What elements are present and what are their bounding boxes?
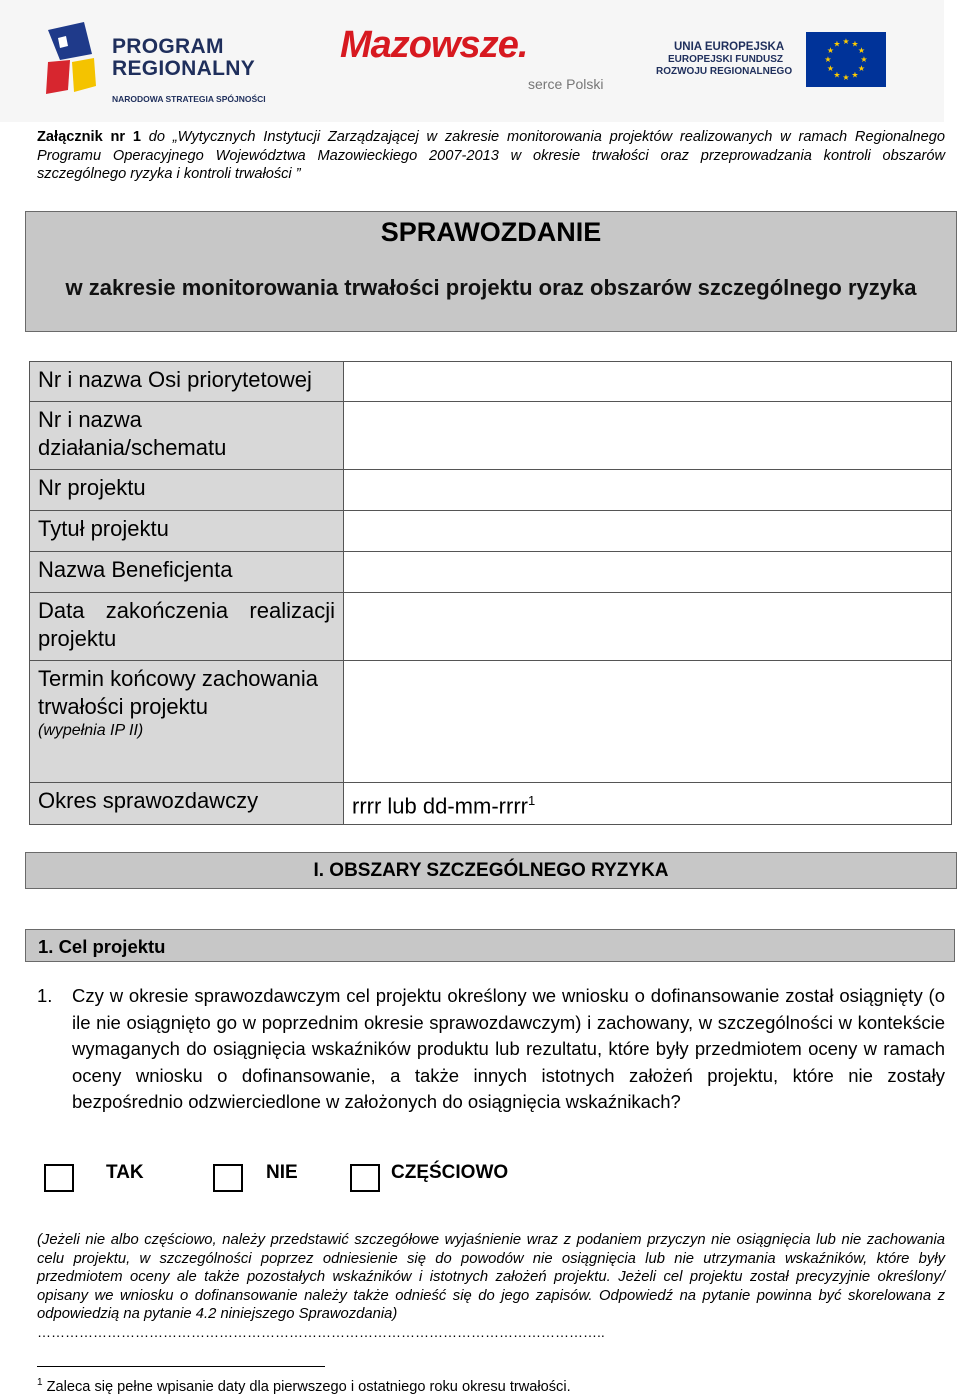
row-label-completion-date: Data zakończenia realizacji projektu xyxy=(30,593,344,661)
nie-checkbox[interactable] xyxy=(213,1164,243,1192)
row-value-beneficiary[interactable] xyxy=(344,552,952,593)
row-label-axis: Nr i nazwa Osi priorytetowej xyxy=(30,362,344,402)
program-sub-label: NARODOWA STRATEGIA SPÓJNOŚCI xyxy=(112,94,266,104)
program-regionalny-mark-icon xyxy=(44,20,98,100)
svg-text:★: ★ xyxy=(824,55,832,64)
footnote-ref: 1 xyxy=(527,793,536,808)
report-title: SPRAWOZDANIE xyxy=(380,217,602,247)
footnote-separator xyxy=(37,1366,325,1367)
footnote-number: 1 xyxy=(37,1377,43,1388)
tak-checkbox[interactable] xyxy=(44,1164,74,1192)
report-title-box xyxy=(25,211,957,332)
durability-deadline-label: Termin końcowy zachowania trwałości projektu xyxy=(38,666,319,719)
svg-text:★: ★ xyxy=(826,64,835,73)
durability-deadline-note: (wypełnia IP II) xyxy=(38,722,144,739)
mazowsze-wordmark: Mazowsze. xyxy=(340,24,528,66)
table-row xyxy=(30,511,952,552)
eu-line2: EUROPEJSKI FUNDUSZ xyxy=(668,54,784,65)
attachment-note-text: do „Wytycznych Instytucji Zarządzającej w zakresie monitorowania projektów realizowanych w ramach Regionalnego Programu Operacyjnego Województwa Mazowieckiego 2007-2013 w okresie trwałości oraz przeprowadzania kontroli obszarów szczególnego ryzyka i kontroli trwałości ” xyxy=(37,129,946,182)
eu-logo xyxy=(654,32,894,92)
row-value-durability-deadline[interactable] xyxy=(344,661,952,783)
table-row xyxy=(30,552,952,593)
eu-flag-icon xyxy=(806,32,886,87)
svg-text:★: ★ xyxy=(842,37,850,46)
row-label-project-title: Tytuł projektu xyxy=(30,511,344,552)
project-info-table xyxy=(29,361,952,825)
table-row xyxy=(30,661,952,783)
svg-text:★: ★ xyxy=(842,73,850,82)
row-value-project-title[interactable] xyxy=(344,511,952,552)
footnote-text: Zaleca się pełne wpisanie daty dla pierwszego i ostatniego roku okresu trwałości. xyxy=(42,1378,571,1395)
row-value-axis[interactable] xyxy=(344,362,952,402)
reporting-period-format: rrrr lub dd-mm-rrrr xyxy=(352,793,528,819)
question-text: Czy w okresie sprawozdawczym cel projektu określony we wniosku o dofinansowanie został osiągnięty (o ile nie osiągnięto go w poprzednim okresie sprawozdawczym) i zachowany, w szczególności w kontekście wymaganych do osiągnięcia wskaźników produktu lub rezultatu, które były przedmiotem oceny w ramach oceny wniosku o dofinansowanie, a także innych istotnych założeń projektu, które nie zostały bezpośrednio odzwierciedlone w założonych do osiągnięcia wskaźnikach? xyxy=(72,985,945,1112)
report-subtitle: w zakresie monitorowania trwałości projektu oraz obszarów szczególnego ryzyka xyxy=(65,275,917,300)
footnote xyxy=(37,1377,571,1395)
row-label-action: Nr i nazwa działania/schematu xyxy=(30,402,344,470)
svg-text:★: ★ xyxy=(833,70,841,80)
row-value-completion-date[interactable] xyxy=(344,593,952,661)
table-row xyxy=(30,593,952,661)
section-header: I. OBSZARY SZCZEGÓLNEGO RYZYKA xyxy=(25,852,957,889)
eu-line3: ROZWOJU REGIONALNEGO xyxy=(656,66,793,77)
eu-line1: UNIA EUROPEJSKA xyxy=(674,41,785,53)
explanation-text: (Jeżeli nie albo częściowo, należy przedstawić szczegółowe wyjaśnienie wraz z podaniem przyczyn nie osiągnięcia lub nie zachowania celu projektu, w szczególności poprzez odniesienie się do powodów nie osiągnięcia lub nie utrzymania wskaźników, które były przedmiotem oceny ale także pozostałych wskaźników i istotnych założeń projektu. Jeżeli cel projektu został precyzyjnie określony/ opisany we wniosku o dofinansowanie należy także odnieść się do jego zapisów. Odpowiedź na pytanie powinna być skorelowana z odpowiedzią na pytanie 4.2 niniejszego Sprawozdania) xyxy=(37,1232,945,1323)
svg-text:★: ★ xyxy=(826,46,835,55)
regionalny-label: REGIONALNY xyxy=(112,57,256,80)
table-row xyxy=(30,470,952,511)
question-number: 1. xyxy=(37,985,53,1006)
program-regionalny-logo xyxy=(38,14,308,106)
header-logos xyxy=(0,0,944,122)
mazowsze-logo xyxy=(340,24,620,104)
row-label-reporting-period: Okres sprawozdawczy xyxy=(30,783,344,825)
row-label-project-number: Nr projektu xyxy=(30,470,344,511)
row-value-project-number[interactable] xyxy=(344,470,952,511)
svg-text:★: ★ xyxy=(857,46,866,55)
svg-text:★: ★ xyxy=(833,39,841,49)
subsection-header: 1. Cel projektu xyxy=(25,929,955,962)
nie-label: NIE xyxy=(266,1162,298,1183)
czesciowo-checkbox[interactable] xyxy=(350,1164,380,1192)
answer-dotted-line[interactable]: ………………………………………………………………………………………………………….. xyxy=(37,1324,605,1340)
program-label: PROGRAM xyxy=(112,35,224,58)
attachment-note-lead: Załącznik nr 1 xyxy=(37,129,141,145)
svg-text:★: ★ xyxy=(857,64,866,73)
czesciowo-label: CZĘŚCIOWO xyxy=(391,1162,509,1183)
table-row xyxy=(30,783,952,825)
table-row xyxy=(30,362,952,402)
row-label-durability-deadline xyxy=(30,661,344,783)
svg-text:★: ★ xyxy=(860,55,868,64)
table-row xyxy=(30,402,952,470)
tak-label: TAK xyxy=(106,1162,144,1183)
row-value-reporting-period[interactable] xyxy=(344,783,952,825)
svg-text:★: ★ xyxy=(851,70,859,80)
row-value-action[interactable] xyxy=(344,402,952,470)
svg-text:★: ★ xyxy=(851,39,859,49)
mazowsze-tagline: serce Polski xyxy=(528,76,604,92)
attachment-note xyxy=(37,128,945,184)
row-label-beneficiary: Nazwa Beneficjenta xyxy=(30,552,344,593)
